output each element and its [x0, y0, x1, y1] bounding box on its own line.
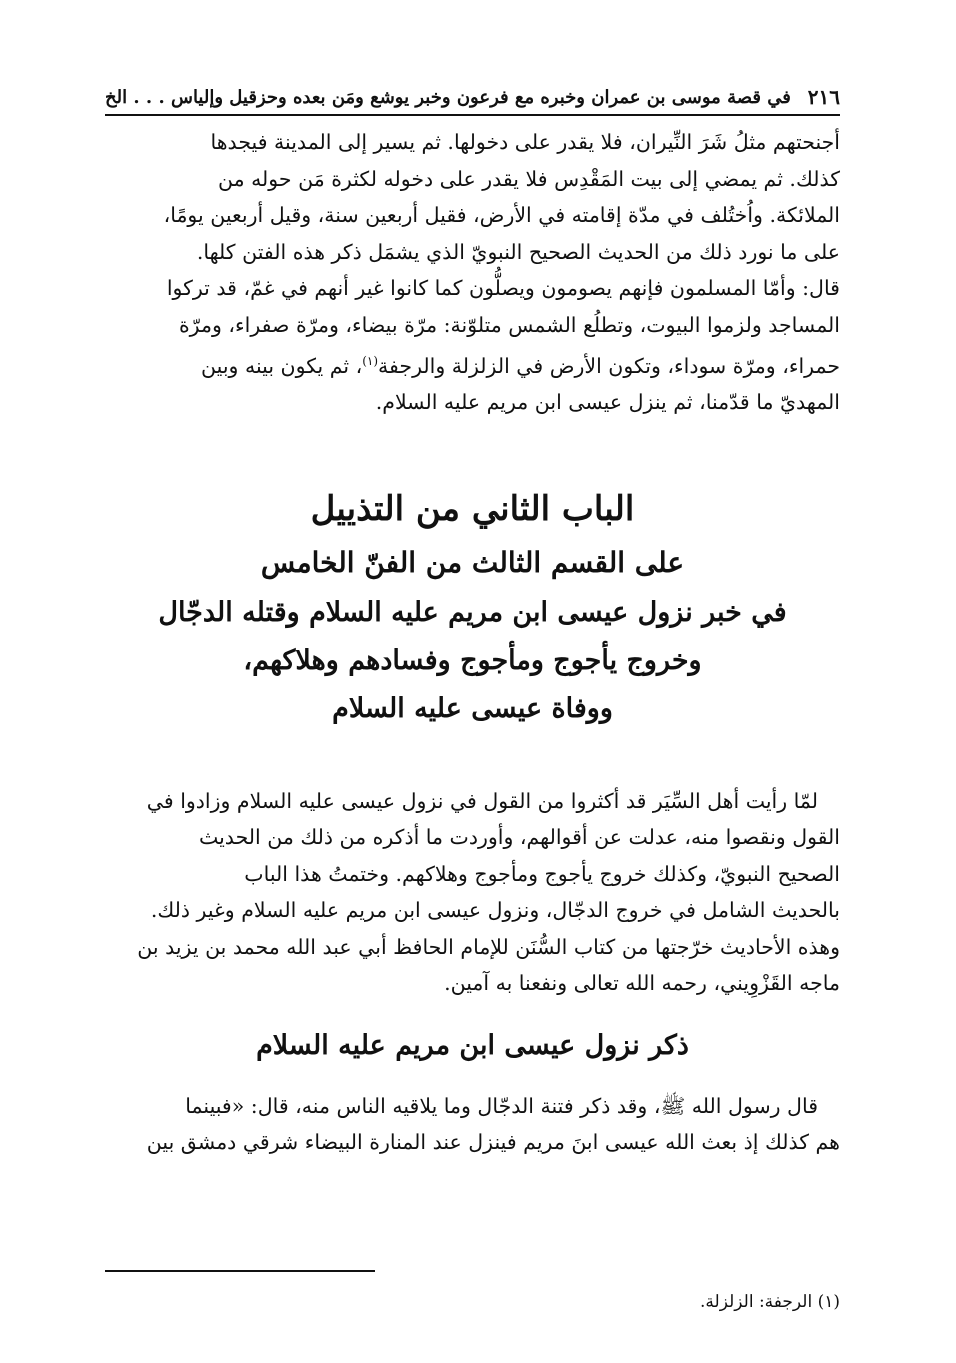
- text-line: بالحديث الشامل في خروج الدجّال، ونزول عيسى ابن مريم عليه السلام وغير ذلك.: [150, 898, 840, 923]
- footnote: (١) الرجفة: الزلزلة.: [700, 1292, 840, 1312]
- text-line: الصحيح النبويّ، وكذلك خروج يأجوج ومأجوج وهلاكهم. وختمتُ هذا الباب: [244, 861, 840, 886]
- chapter-heading: [105, 481, 840, 733]
- page-number: ٢١٦: [807, 85, 840, 109]
- section-title: ذكر نزول عيسى ابن مريم عليه السلام: [256, 1029, 689, 1061]
- text-line: أجنحتهم مثلُ شَرَ النِّيران، فلا يقدر على دخولها. ثم يسير إلى المدينة فيجدها: [210, 130, 840, 154]
- text-segment: ، ثم يكون بينه وبين: [201, 353, 363, 378]
- chapter-title: الباب الثاني من التذييل: [310, 488, 635, 529]
- text-line: قال رسول الله ﷺ، وقد ذكر فتنة الدجّال وما يلاقيه الناس منه، قال: «فبينما: [185, 1093, 818, 1118]
- text-line: هم كذلك إذ بعث الله عيسى ابنَ مريم فينزل عند المنارة البيضاء شرقي دمشق بين: [146, 1130, 840, 1155]
- text-line: ماجه القَزْوِيني، رحمه الله تعالى ونفعنا به آمين.: [444, 971, 840, 996]
- text-line: لمّا رأيت أهل السِّيَر قد أكثروا من القول في نزول عيسى عليه السلام وزادوا في: [146, 788, 818, 813]
- chapter-subtitle: على القسم الثالث من الفنّ الخامس: [260, 545, 685, 579]
- text-line: كذلك. ثم يمضي إلى بيت المَقْدِس فلا يقدر على دخوله لكثرة مَن حوله من: [217, 166, 840, 191]
- text-line: المهديّ ما قدّمنا، ثم ينزل عيسى ابن مريم عليه السلام.: [375, 390, 840, 415]
- hadith-paragraph: [105, 1088, 840, 1161]
- text-line: وهذه الأحاديث خرّجتها من كتاب السُّنَن للإمام الحافظ أبي عبد الله محمد بن يزيد بن: [137, 934, 840, 959]
- text-line: الملائكة. واُختُلف في مدّة إقامته في الأرض، فقيل أربعين سنة، وقيل أربعين يومًا،: [163, 203, 840, 227]
- chapter-heading-line: ووفاة عيسى عليه السلام: [332, 692, 613, 724]
- text-line: المساجد ولزموا البيوت، وتطلُع الشمس متلوّنة: مرّة بيضاء، ومرّة صفراء، ومرّة: [178, 312, 840, 337]
- chapter-heading-line: وخروج يأجوج ومأجوج وفسادهم وهلاكهم،: [243, 644, 702, 676]
- text-segment: حمراء، ومرّة سوداء، وتكون الأرض في الزلزلة والرجفة: [378, 353, 840, 378]
- footnote-divider: [105, 1270, 375, 1272]
- intro-paragraph: [105, 783, 840, 1002]
- running-header: [105, 80, 840, 116]
- text-line: على ما نورد ذلك من الحديث الصحيح النبويّ الذي يشمَل ذكر هذه الفتن كلها.: [196, 239, 840, 264]
- opening-paragraph: [105, 124, 840, 421]
- text-line: قال: وأمّا المسلمون فإنهم يصومون ويصلُّون كما كانوا غير أنهم في غمّ، قد تركوا: [166, 276, 840, 300]
- footnote-reference[interactable]: (١): [362, 354, 379, 368]
- text-line: القول ونقصوا منه، عدلت عن أقوالهم، وأوردت ما أذكره من ذلك من الحديث: [198, 825, 840, 850]
- text-line: [105, 343, 840, 384]
- chapter-heading-line: في خبر نزول عيسى ابن مريم عليه السلام وقتله الدجّال: [158, 596, 787, 628]
- running-header-title: في قصة موسى بن عمران وخبره مع فرعون وخبر يوشع ومَن بعده وحزقيل وإلياس . . . الخ: [105, 86, 791, 108]
- book-page: [105, 80, 840, 1312]
